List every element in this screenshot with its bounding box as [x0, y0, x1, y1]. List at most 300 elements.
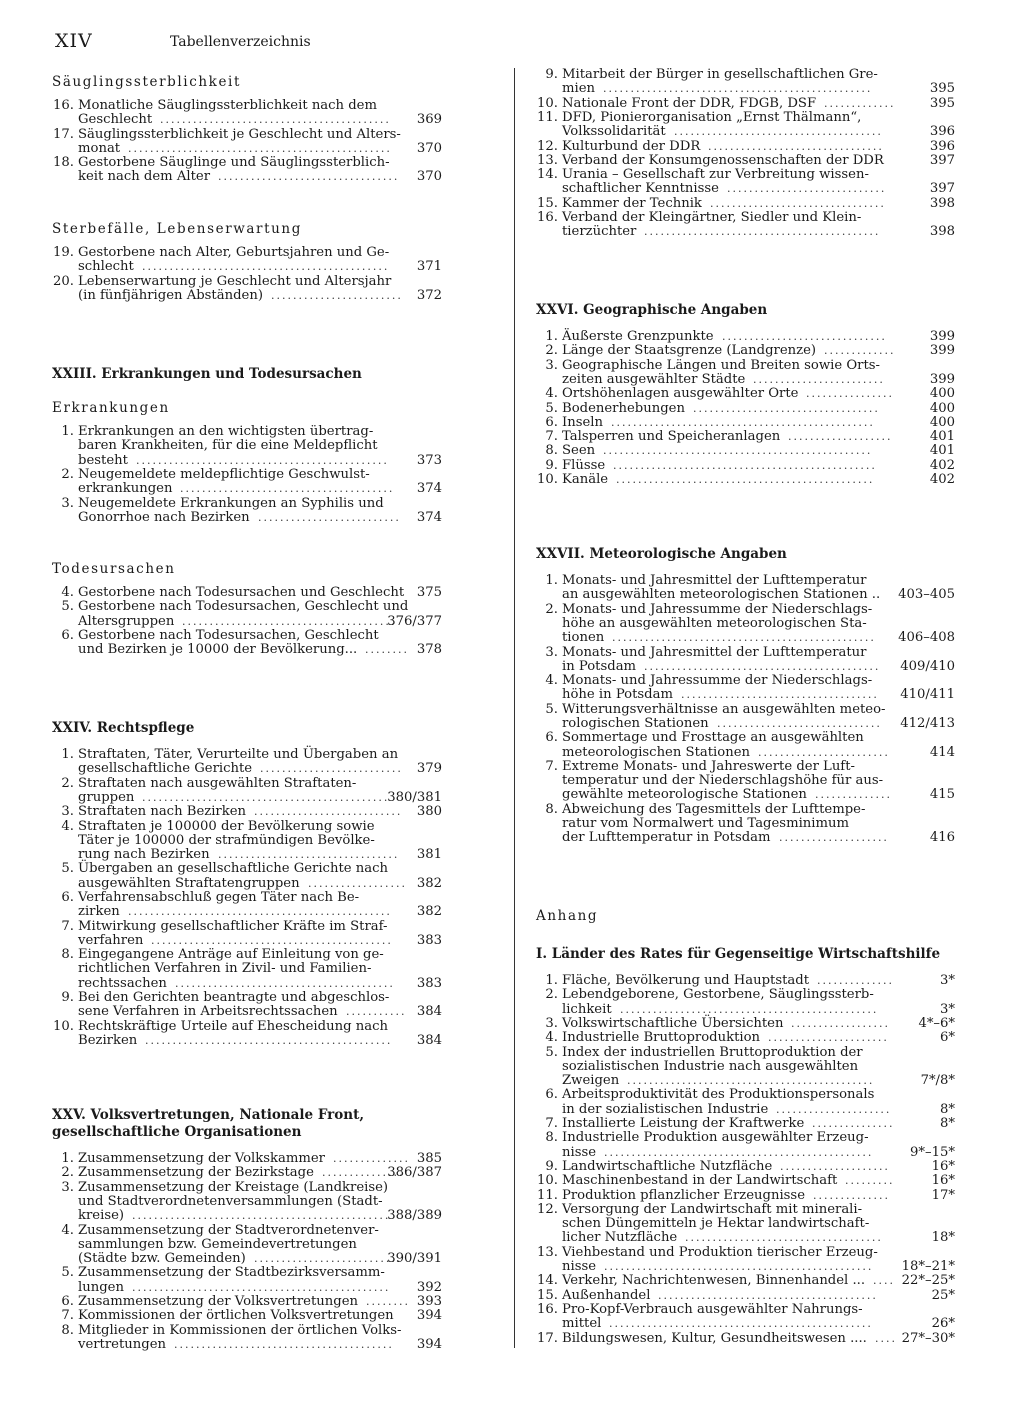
entry-number: 4. — [545, 1030, 558, 1046]
dot-leader: ............................................. — [145, 1033, 393, 1047]
entry-page: 384 — [416, 1032, 442, 1048]
entry-number: 5. — [545, 1044, 558, 1060]
entry-number: 2. — [545, 343, 558, 359]
dot-leader: ............. — [824, 344, 896, 358]
entry-page: 380/381 — [387, 789, 442, 805]
section-heading: XXV. Volksvertretungen, Nationale Front, — [52, 1107, 365, 1123]
entry-number: 1. — [61, 424, 74, 439]
dot-leader: .............. — [333, 1152, 410, 1165]
entry-title-line: schaftlicher Kenntnisse — [562, 181, 719, 197]
dot-leader: ................................................. — [603, 82, 873, 96]
entry-title-line: kreise) — [78, 1208, 125, 1224]
dot-leader: .................. — [791, 1016, 890, 1030]
entry-title-line: Zusammensetzung der Volksvertretungen — [78, 1294, 358, 1309]
entry-number: 3. — [545, 357, 558, 373]
dot-leader: .............................. — [717, 716, 882, 730]
entry-title-line: Straftaten nach ausgewählten Straftaten- — [78, 775, 357, 791]
entry-title-line: Gestorbene nach Todesursachen, Geschlecht und — [78, 599, 409, 615]
entry-number: 8. — [61, 1322, 74, 1338]
entry-title-line: Gestorbene nach Todesursachen, Geschlecht — [78, 627, 379, 643]
dot-leader: ............................................. — [142, 790, 390, 804]
entry-number: 20. — [53, 273, 74, 289]
dot-leader: ............... — [812, 1117, 895, 1130]
section-heading: Erkrankungen — [52, 400, 170, 416]
column-divider — [514, 68, 515, 1348]
dot-leader: .......................................... — [160, 113, 391, 127]
dot-leader: ........................................ — [175, 976, 395, 990]
dot-leader: ................................................ — [611, 415, 875, 429]
entry-title-line: meteorologischen Stationen — [562, 744, 750, 760]
entry-number: 15. — [537, 1287, 558, 1303]
entry-title-line: und Stadtverordnetenversammlungen (Stadt- — [78, 1193, 383, 1209]
entry-title-line: Monatliche Säuglingssterblichkeit nach dem — [78, 98, 377, 113]
dot-leader: ......... — [845, 1174, 895, 1188]
dot-leader: .............. — [813, 1188, 890, 1202]
entry-title-line: (Städte bzw. Gemeinden) — [78, 1251, 246, 1267]
entry-title-line: Ortshöhenlagen ausgewählter Orte — [562, 386, 799, 402]
entry-title-line: Fläche, Bevölkerung und Hauptstadt — [562, 973, 810, 988]
entry-page: 25* — [931, 1287, 955, 1303]
entry-title-line: rung nach Bezirken — [78, 847, 210, 863]
entry-title-line: licher Nutzfläche — [562, 1230, 678, 1246]
dot-leader: .................. — [308, 876, 407, 890]
entry-number: 12. — [537, 1201, 558, 1217]
section-heading: XXVI. Geographische Angaben — [536, 302, 768, 318]
entry-title-line: Zusammensetzung der Stadtbezirksversamm- — [78, 1265, 385, 1281]
entry-page: 372 — [416, 287, 442, 303]
entry-title-line: zeiten ausgewählter Städte — [562, 371, 746, 387]
entry-title-line: in Potsdam — [562, 658, 637, 674]
entry-title-line: Geographische Längen und Breiten sowie Orts- — [562, 357, 881, 373]
page-header — [55, 30, 515, 60]
entry-page: 16* — [931, 1158, 955, 1174]
entry-title-line: Extreme Monats- und Jahreswerte der Luft- — [562, 758, 855, 774]
entry-page: 398 — [929, 195, 955, 211]
entry-title-line: Bodenerhebungen — [562, 400, 685, 416]
entry-title-line: rechtssachen — [78, 975, 167, 991]
entry-title-line: gewählte meteorologische Stationen — [562, 787, 807, 803]
entry-page: 27*–30* — [901, 1330, 955, 1346]
entry-title-line: Straftaten je 100000 der Bevölkerung sowie — [78, 818, 375, 834]
entry-title-line: Täter je 100000 der strafmündigen Bevölke- — [78, 832, 375, 848]
entry-page: 400 — [929, 414, 955, 430]
entry-page: 390/391 — [387, 1251, 442, 1267]
entry-title-line: Zusammensetzung der Bezirkstage — [78, 1165, 314, 1181]
dot-leader: ............................................... — [616, 473, 875, 486]
entry-number: 13. — [537, 1244, 558, 1260]
entry-page: 386/387 — [387, 1165, 442, 1181]
dot-leader: ................................................ — [613, 458, 877, 472]
entry-title-line: lichkeit — [562, 1001, 612, 1017]
entry-page: 396 — [929, 138, 955, 154]
dot-leader: .................................... — [681, 688, 879, 702]
entry-title-line: mien — [562, 81, 596, 97]
dot-leader: ........ — [366, 1295, 410, 1308]
entry-page: 401 — [929, 443, 955, 459]
entry-title-line: Urania – Gesellschaft zur Verbreitung wissen- — [562, 167, 869, 183]
entry-title-line: Lebendgeborene, Gestorbene, Säuglingssterb- — [562, 987, 874, 1003]
dot-leader: ............................................... — [620, 1002, 879, 1016]
entry-title-line: Kammer der Technik — [562, 195, 702, 211]
entry-number: 2. — [61, 775, 74, 791]
entry-title-line: Mitglieder in Kommissionen der örtlichen Volks- — [78, 1322, 402, 1338]
dot-leader: .............. — [815, 788, 892, 802]
entry-page: 373 — [416, 452, 442, 468]
entry-number: 4. — [545, 673, 558, 689]
entry-page: 416 — [929, 830, 955, 846]
entry-title-line: schlecht — [78, 259, 134, 275]
entry-number: 6. — [545, 730, 558, 746]
entry-title-line: Neugemeldete meldepflichtige Geschwulst- — [78, 466, 370, 482]
entry-title-line: tierzüchter — [562, 224, 637, 240]
entry-number: 8. — [545, 1130, 558, 1146]
entry-title-line: Neugemeldete Erkrankungen an Syphilis und — [78, 495, 384, 511]
entry-number: 2. — [61, 1165, 74, 1181]
entry-title-line: Gonorrhoe nach Bezirken — [78, 509, 250, 525]
entry-number: 1. — [545, 573, 558, 588]
section-heading: Anhang — [536, 908, 599, 924]
entry-number: 7. — [545, 429, 558, 445]
dot-leader: ................................. — [218, 170, 400, 184]
entry-page: 401 — [929, 429, 955, 445]
entry-title-line: erkrankungen — [78, 481, 173, 497]
entry-page: 414 — [929, 744, 955, 760]
entry-number: 9. — [61, 990, 74, 1006]
dot-leader: ........................... — [254, 1252, 403, 1266]
entry-page: 375 — [416, 585, 442, 600]
entry-page: 406–408 — [898, 630, 955, 646]
entry-number: 4. — [61, 1222, 74, 1238]
dot-leader: ................................................. — [604, 1259, 874, 1273]
dot-leader: ............................. — [727, 182, 887, 196]
entry-title-line: gesellschaftliche Gerichte — [78, 761, 253, 777]
dot-leader: ................................................ — [609, 1317, 873, 1331]
entry-title-line: Äußerste Grenzpunkte — [562, 329, 714, 344]
entry-number: 17. — [537, 1330, 558, 1346]
entry-title-line: richtlichen Verfahren in Zivil- und Familien- — [78, 961, 372, 977]
entry-number: 16. — [53, 98, 74, 113]
entry-page: 381 — [416, 847, 442, 863]
entry-number: 7. — [545, 758, 558, 774]
entry-title-line: höhe an ausgewählten meteorologischen Sta- — [562, 615, 867, 631]
entry-title-line: Verband der Kleingärtner, Siedler und Klein- — [562, 210, 862, 225]
entry-title-line: Mitarbeit der Bürger in gesellschaftlichen Gre- — [562, 67, 878, 82]
entry-page: 412/413 — [900, 715, 955, 731]
dot-leader: ............................................ — [151, 933, 393, 947]
entry-title-line: Zweigen — [562, 1073, 620, 1089]
entry-title-line: verfahren — [78, 932, 144, 948]
dot-leader: ........................ — [271, 288, 403, 302]
entry-title-line: Installierte Leistung der Kraftwerke — [562, 1116, 805, 1131]
entry-page: 18*–21* — [901, 1258, 955, 1274]
dot-leader: ........................... — [254, 805, 403, 819]
page-number: XIV — [55, 30, 93, 52]
entry-title-line: (in fünfjährigen Abständen) — [78, 287, 263, 303]
entry-page: 382 — [416, 904, 442, 920]
dot-leader: .......................... — [258, 510, 401, 524]
section-heading: Todesursachen — [52, 561, 176, 577]
entry-title-line: Zusammensetzung der Kreistage (Landkreise) — [78, 1179, 389, 1195]
entry-page: 384 — [416, 1004, 442, 1020]
page-title: Tabellenverzeichnis — [170, 34, 311, 50]
entry-title-line: Viehbestand und Produktion tierischer Erzeug- — [562, 1244, 878, 1260]
entry-page: 409/410 — [900, 658, 955, 674]
entry-page: 399 — [929, 371, 955, 387]
entry-number: 5. — [61, 861, 74, 877]
entry-title-line: in der sozialistischen Industrie — [562, 1101, 769, 1117]
section-heading: XXIII. Erkrankungen und Todesursachen — [52, 366, 362, 382]
entry-title-line: Verkehr, Nachrichtenwesen, Binnenhandel ... — [562, 1273, 866, 1289]
dot-leader: .............................................. — [136, 453, 389, 467]
dot-leader: ............................................. — [142, 260, 390, 274]
entry-number: 5. — [61, 1265, 74, 1281]
entry-number: 11. — [537, 1187, 558, 1203]
entry-title-line: Geschlecht — [78, 112, 153, 128]
entry-title-line: Gestorbene Säuglinge und Säuglingssterblich- — [78, 155, 390, 171]
dot-leader: ................................................ — [128, 141, 392, 155]
dot-leader: ...................... — [768, 1031, 889, 1045]
entry-title-line: Monats- und Jahresmittel der Lufttemperatur — [562, 573, 867, 588]
entry-page: 398 — [929, 224, 955, 240]
entry-title-line: Pro-Kopf-Verbrauch ausgewählter Nahrungs- — [562, 1301, 863, 1317]
entry-title-line: mittel — [562, 1316, 602, 1332]
entry-title-line: keit nach dem Alter — [78, 169, 211, 185]
entry-title-line: Maschinenbestand in der Landwirtschaft — [562, 1173, 838, 1189]
entry-number: 5. — [61, 599, 74, 615]
dot-leader: .............................. — [722, 330, 887, 343]
entry-title-line: Verband der Konsumgenossenschaften der DDR — [562, 152, 884, 168]
entry-number: 10. — [537, 472, 558, 487]
entry-number: 4. — [61, 585, 74, 600]
entry-title-line: Straftaten, Täter, Verurteilte und Übergaben an — [78, 747, 399, 762]
entry-page: 388/389 — [387, 1208, 442, 1224]
entry-number: 8. — [545, 801, 558, 817]
entry-page: 415 — [929, 787, 955, 803]
entry-page: 18* — [931, 1230, 955, 1246]
entry-page: 379 — [416, 761, 442, 777]
entry-title-line: temperatur und der Niederschlagshöhe für aus- — [562, 773, 884, 789]
entry-number: 12. — [537, 138, 558, 154]
entry-title-line: ratur vom Normalwert und Tagesminimum — [562, 816, 850, 832]
entry-title-line: Monats- und Jahressumme der Niederschlags- — [562, 673, 873, 689]
entry-title-line: Eingegangene Anträge auf Einleitung von ge- — [78, 947, 384, 963]
entry-title-line: schen Düngemitteln je Hektar landwirtschaft- — [562, 1216, 870, 1232]
entry-page: 383 — [416, 932, 442, 948]
entry-number: 3. — [545, 1015, 558, 1031]
entry-title-line: Zusammensetzung der Volkskammer — [78, 1151, 325, 1166]
dot-leader: .................... — [780, 1159, 890, 1173]
entry-title-line: Monats- und Jahresmittel der Lufttemperatur — [562, 644, 867, 660]
dot-leader: ....................................... — [180, 482, 395, 496]
entry-title-line: Talsperren und Speicheranlagen — [562, 429, 781, 445]
entry-page: 383 — [416, 975, 442, 991]
entry-page: 400 — [929, 400, 955, 416]
entry-page: 397 — [929, 181, 955, 197]
section-heading: XXVII. Meteorologische Angaben — [536, 546, 787, 562]
dot-leader: ........................ — [753, 372, 885, 386]
dot-leader: ................................. — [218, 848, 400, 862]
entry-number: 10. — [537, 95, 558, 111]
section-heading: Sterbefälle, Lebenserwartung — [52, 221, 302, 237]
dot-leader: ............................................... — [132, 1209, 391, 1223]
entry-title-line: an ausgewählten meteorologischen Stationen .. — [562, 587, 881, 603]
entry-title-line: Gestorbene nach Todesursachen und Geschlecht — [78, 585, 405, 600]
entry-page: 7*/8* — [920, 1073, 955, 1089]
entry-title-line: zirken — [78, 904, 120, 920]
entry-page: 395 — [929, 81, 955, 97]
entry-title-line: sene Verfahren in Arbeitsrechtssachen — [78, 1004, 338, 1020]
entry-number: 3. — [61, 1179, 74, 1195]
entry-number: 17. — [53, 126, 74, 142]
section-heading: Säuglingssterblichkeit — [52, 74, 241, 90]
entry-number: 10. — [537, 1173, 558, 1189]
dot-leader: ........................ — [758, 745, 890, 759]
dot-leader: ................................................. — [603, 444, 873, 458]
dot-leader: ................................ — [708, 139, 884, 153]
dot-leader: .... — [875, 1331, 897, 1345]
section-heading: XXIV. Rechtspflege — [52, 720, 195, 736]
entry-page: 410/411 — [900, 687, 955, 703]
entry-title-line: Witterungsverhältnisse an ausgewählten meteo- — [562, 701, 886, 717]
entry-title-line: Abweichung des Tagesmittels der Lufttempe- — [562, 801, 866, 817]
entry-number: 3. — [61, 495, 74, 511]
section-heading: I. Länder des Rates für Gegenseitige Wirtschaftshilfe — [536, 946, 941, 962]
entry-number: 6. — [61, 890, 74, 905]
entry-number: 18. — [53, 155, 74, 171]
entry-number: 3. — [61, 804, 74, 820]
section-heading-line-2: gesellschaftliche Organisationen — [52, 1124, 302, 1140]
entry-title-line: Kulturbund der DDR — [562, 138, 701, 154]
entry-page: 370 — [416, 140, 442, 156]
entry-title-line: Monats- und Jahressumme der Niederschlags- — [562, 601, 873, 617]
entry-page: 374 — [416, 509, 442, 525]
dot-leader: ..................... — [776, 1102, 892, 1116]
entry-page: 376/377 — [387, 613, 442, 629]
dot-leader: ............. — [824, 96, 896, 110]
dot-leader: ........ — [365, 643, 409, 657]
entry-page: 9*–15* — [910, 1144, 955, 1160]
entry-number: 14. — [537, 1273, 558, 1289]
entry-number: 2. — [61, 466, 74, 482]
entry-title-line: Bildungswesen, Kultur, Gesundheitswesen .... — [562, 1330, 867, 1346]
entry-number: 1. — [61, 1151, 74, 1166]
dot-leader: .................... — [779, 831, 889, 845]
entry-page: 17* — [931, 1187, 955, 1203]
entry-title-line: Mitwirkung gesellschaftlicher Kräfte im Straf- — [78, 918, 388, 934]
entry-title-line: Kanäle — [562, 472, 609, 487]
entry-number: 9. — [545, 67, 558, 82]
entry-title-line: ausgewählten Straftatengruppen — [78, 875, 300, 891]
dot-leader: ...................................... — [674, 125, 883, 139]
entry-number: 6. — [61, 627, 74, 643]
entry-page: 395 — [929, 95, 955, 111]
entry-page: 4*–6* — [918, 1015, 955, 1031]
entry-number: 19. — [53, 245, 74, 260]
entry-title-line: Inseln — [562, 414, 603, 430]
entry-title-line: monat — [78, 140, 121, 156]
entry-number: 9. — [545, 457, 558, 473]
dot-leader: ................................................ — [128, 905, 392, 919]
entry-title-line: tionen — [562, 630, 605, 646]
entry-title-line: der Lufttemperatur in Potsdam — [562, 830, 771, 846]
entry-title-line: lungen — [78, 1279, 124, 1295]
entry-page: 380 — [416, 804, 442, 820]
entry-title-line: Länge der Staatsgrenze (Landgrenze) — [562, 343, 817, 359]
entry-number: 8. — [61, 947, 74, 963]
entry-number: 7. — [61, 1308, 74, 1324]
entry-number: 13. — [537, 152, 558, 168]
dot-leader: ................... — [788, 430, 893, 444]
dot-leader: ........... — [346, 1005, 407, 1019]
dot-leader: ................ — [806, 387, 894, 401]
entry-title-line: Flüsse — [562, 457, 606, 473]
entry-number: 4. — [61, 818, 74, 834]
entry-page: 400 — [929, 386, 955, 402]
entry-number: 6. — [545, 414, 558, 430]
dot-leader: .................................... — [685, 1231, 883, 1245]
entry-number: 4. — [545, 386, 558, 402]
dot-leader: ................................................. — [604, 1145, 874, 1159]
entry-title-line: Zusammensetzung der Stadtverordnetenver- — [78, 1222, 379, 1238]
dot-leader: ........................................... — [644, 659, 881, 673]
entry-title-line: Lebenserwartung je Geschlecht und Altersjahr — [78, 273, 392, 289]
entry-page: 402 — [929, 457, 955, 473]
entry-page: 394 — [416, 1308, 442, 1324]
entry-title-line: Gestorbene nach Alter, Geburtsjahren und Ge- — [78, 245, 390, 260]
entry-number: 15. — [537, 195, 558, 211]
entry-title-line: Außenhandel — [562, 1287, 651, 1303]
dot-leader: ................................ — [710, 196, 886, 210]
entry-page: 16* — [931, 1173, 955, 1189]
dot-leader: ....................................... — [182, 614, 397, 628]
dot-leader: .......................... — [260, 762, 403, 776]
entry-number: 9. — [545, 1158, 558, 1174]
entry-title-line: DFD, Pionierorganisation „Ernst Thälmann“, — [562, 109, 862, 125]
entry-page: 6* — [940, 1030, 955, 1046]
entry-page: 8* — [940, 1101, 955, 1117]
dot-leader: ............... — [322, 1166, 405, 1180]
entry-title-line: Säuglingssterblichkeit je Geschlecht und Alters- — [78, 126, 401, 142]
entry-page: 3* — [940, 973, 955, 988]
entry-number: 6. — [61, 1294, 74, 1309]
entry-page: 374 — [416, 481, 442, 497]
entry-page: 393 — [416, 1294, 442, 1309]
entry-number: 1. — [61, 747, 74, 762]
entry-title-line: nisse — [562, 1258, 597, 1274]
entry-number: 7. — [545, 1116, 558, 1131]
entry-number: 5. — [545, 701, 558, 717]
entry-title-line: Rechtskräftige Urteile auf Ehescheidung nach — [78, 1018, 388, 1034]
entry-title-line: besteht — [78, 452, 128, 468]
entry-page: 369 — [416, 112, 442, 128]
entry-title-line: Volkssolidarität — [562, 124, 666, 140]
entry-title-line: vertretungen — [78, 1336, 166, 1352]
entry-title-line: Seen — [562, 443, 596, 459]
entry-page: 3* — [940, 1001, 955, 1017]
dot-leader: ........................................ — [174, 1337, 394, 1351]
entry-title-line: und Bezirken je 10000 der Bevölkerung... — [78, 642, 358, 658]
entry-number: 5. — [545, 400, 558, 416]
entry-title-line: Straftaten nach Bezirken — [78, 804, 247, 820]
entry-page: 399 — [929, 343, 955, 359]
entry-page: 22*–25* — [901, 1273, 955, 1289]
entry-title-line: Industrielle Produktion ausgewählter Erzeug- — [562, 1130, 869, 1146]
entry-title-line: Bei den Gerichten beantragte und abgeschlos- — [78, 990, 390, 1006]
entry-number: 2. — [545, 601, 558, 617]
dot-leader: ............................................... — [132, 1280, 391, 1294]
entry-title-line: rologischen Stationen — [562, 715, 709, 731]
entry-page: 370 — [416, 169, 442, 185]
